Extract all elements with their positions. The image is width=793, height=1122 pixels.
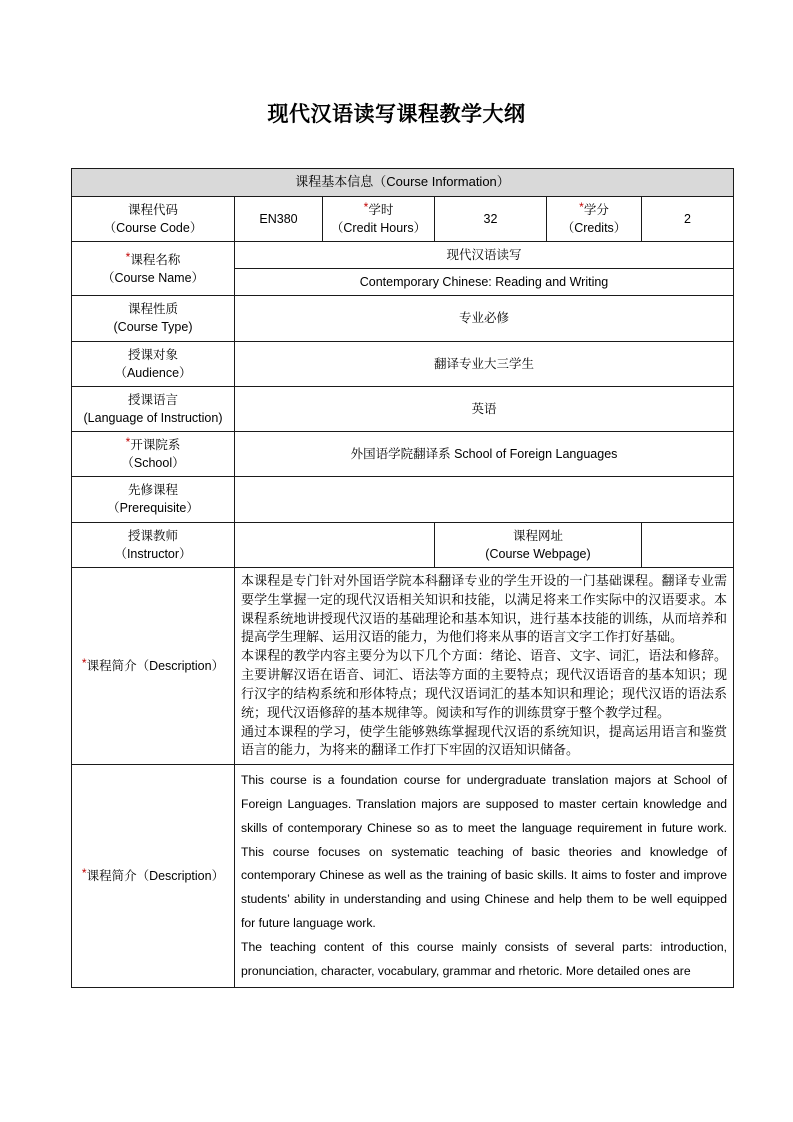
- label-description-cn-text: 课程简介（Description）: [86, 659, 225, 673]
- required-asterisk-icon: *: [125, 249, 131, 264]
- table-row-section-header: [72, 169, 734, 197]
- course-information-table-wrapper: [71, 168, 733, 988]
- label-prerequisite-cn: 先修课程: [127, 483, 178, 498]
- value-course-webpage[interactable]: [642, 522, 734, 567]
- label-course-code-cn: 课程代码: [127, 202, 178, 217]
- label-course-code-en: （Course Code）: [103, 220, 203, 235]
- description-cn-paragraph: 通过本课程的学习，使学生能够熟练掌握现代汉语的系统知识，提高运用语言和鉴赏语言的能力，为将来的翻译工作打下牢固的汉语知识储备。: [241, 723, 728, 758]
- label-course-name: [72, 242, 235, 296]
- label-instructor-en: （Instructor）: [114, 546, 192, 561]
- required-asterisk-icon: *: [125, 435, 131, 450]
- description-en-paragraph: The teaching content of this course mainly consists of several parts: introduction, pronunciation, character, vocabulary, grammar and rhetoric. More detailed ones are: [241, 939, 728, 978]
- label-credit-hours-en: （Credit Hours）: [330, 220, 427, 235]
- table-row-description-cn: [72, 567, 734, 764]
- label-prerequisite-en: （Prerequisite）: [107, 501, 199, 516]
- section-header-course-information: 课程基本信息（Course Information）: [72, 169, 734, 197]
- required-asterisk-icon: *: [363, 199, 369, 214]
- course-information-table: [71, 168, 734, 988]
- label-credit-hours: [323, 196, 435, 241]
- value-course-name-cn: 现代汉语读写: [235, 242, 734, 269]
- label-course-type-en: (Course Type): [113, 320, 193, 335]
- label-course-webpage: [435, 522, 642, 567]
- table-row-prerequisite: [72, 477, 734, 522]
- label-school-en: （School）: [121, 456, 185, 471]
- label-instructor: [72, 522, 235, 567]
- value-course-code: EN380: [235, 196, 323, 241]
- label-course-name-cn-text: 课程名称: [130, 252, 181, 267]
- value-credit-hours: 32: [435, 196, 547, 241]
- table-row-course-name-cn: [72, 242, 734, 269]
- table-row-language-of-instruction: [72, 386, 734, 431]
- table-row-code-hours-credits: [72, 196, 734, 241]
- label-credits-cn: [553, 201, 635, 219]
- label-credits: [547, 196, 642, 241]
- label-school: [72, 432, 235, 477]
- label-audience-cn: 授课对象: [127, 347, 178, 362]
- required-asterisk-icon: *: [81, 656, 87, 670]
- label-description-cn: [72, 567, 235, 764]
- value-school: 外国语学院翻译系 School of Foreign Languages: [235, 432, 734, 477]
- value-course-type: 专业必修: [235, 296, 734, 341]
- label-credit-hours-cn-text: 学时: [368, 202, 394, 217]
- label-audience: [72, 341, 235, 386]
- label-course-type-cn: 课程性质: [127, 302, 178, 317]
- value-description-en: [235, 765, 734, 988]
- label-language-of-instruction: [72, 386, 235, 431]
- label-course-type: [72, 296, 235, 341]
- label-course-name-cn: [78, 251, 228, 269]
- description-cn-paragraph: 本课程的教学内容主要分为以下几个方面：绪论、语音、文字、词汇，语法和修辞。主要讲解汉语在语音、词汇、语法等方面的主要特点；现代汉语语音的基本知识；现行汉字的结构系统和形体特点；现代汉语词汇的基本知识和理论；现代汉语的语法系统；现代汉语修辞的基本规律等。阅读和写作的训练贯穿于整个教学过程。: [241, 648, 728, 720]
- label-school-cn-text: 开课院系: [130, 438, 181, 453]
- label-course-name-en: （Course Name）: [101, 270, 205, 285]
- label-language-of-instruction-cn: 授课语言: [127, 392, 178, 407]
- label-description-en: [72, 765, 235, 988]
- required-asterisk-icon: *: [579, 199, 584, 214]
- value-prerequisite[interactable]: [235, 477, 734, 522]
- label-language-of-instruction-en: (Language of Instruction): [83, 410, 223, 425]
- label-course-webpage-cn: 课程网址: [512, 528, 563, 543]
- table-row-instructor-webpage: [72, 522, 734, 567]
- table-row-course-type: [72, 296, 734, 341]
- label-course-webpage-en: (Course Webpage): [485, 546, 591, 561]
- table-row-description-en: [72, 765, 734, 988]
- label-course-code: [72, 196, 235, 241]
- value-description-cn: [235, 567, 734, 764]
- label-prerequisite: [72, 477, 235, 522]
- table-row-audience: [72, 341, 734, 386]
- description-cn-paragraph: 本课程是专门针对外国语学院本科翻译专业的学生开设的一门基础课程。翻译专业需要学生掌握一定的现代汉语相关知识和技能，以满足将来工作实际中的汉语要求。本课程系统地讲授现代汉语的基础理论和基本知识，进行基本技能的训练，从而培养和提高学生理解、运用汉语的能力，为他们将来从事的语言文字工作打好基础。: [241, 572, 728, 645]
- value-course-name-en: Contemporary Chinese: Reading and Writing: [235, 269, 734, 296]
- label-credit-hours-cn: [329, 201, 428, 219]
- label-credits-cn-text: 学分: [583, 202, 609, 217]
- label-instructor-cn: 授课教师: [127, 528, 178, 543]
- label-school-cn: [78, 436, 228, 454]
- value-language-of-instruction: 英语: [235, 386, 734, 431]
- description-en-paragraph: This course is a foundation course for undergraduate translation majors at School of Foreign Languages. Translation majors are supposed to master certain knowledge and skills of contemporary Chinese so as to meet the language requirement in future work. This course focuses on systematic teaching of basic theories and knowledge of contemporary Chinese as well as the training of basic skills. It aims to foster and improve students’ ability in understanding and using Chinese and help them to be well equipped for future language work.: [241, 773, 728, 930]
- label-credits-en: （Credits）: [561, 220, 627, 235]
- table-row-school: [72, 432, 734, 477]
- value-instructor[interactable]: [235, 522, 435, 567]
- value-audience: 翻译专业大三学生: [235, 341, 734, 386]
- page-title: 现代汉语读写课程教学大纲: [267, 103, 526, 126]
- label-description-en-text: 课程简介（Description）: [86, 869, 225, 884]
- value-credits: 2: [642, 196, 734, 241]
- required-asterisk-icon: *: [81, 866, 87, 881]
- label-audience-en: （Audience）: [114, 365, 192, 380]
